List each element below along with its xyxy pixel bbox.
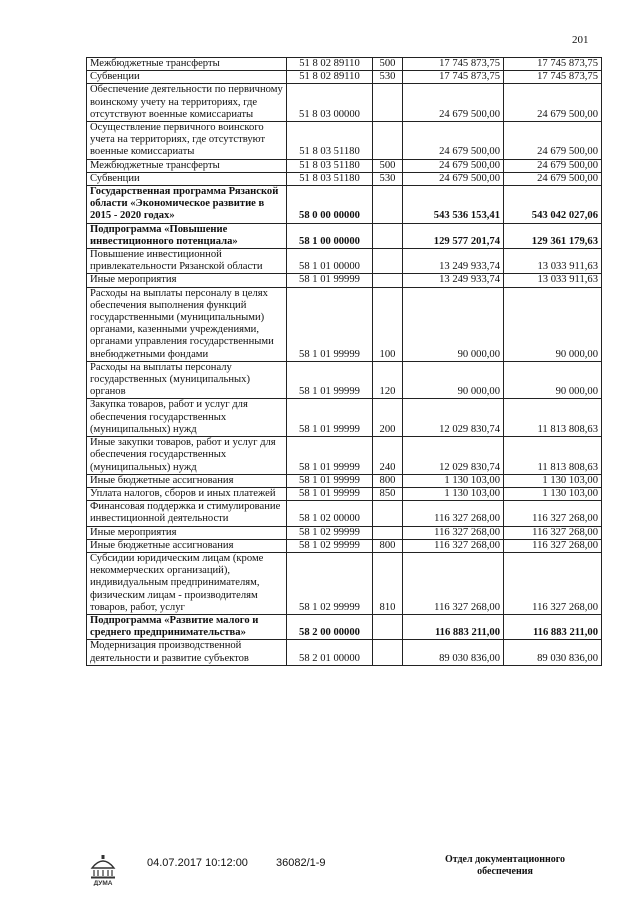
table-row <box>87 552 602 614</box>
footer-department-line2: обеспечения <box>477 866 533 877</box>
row-amount-second-cell: 90 000,00 <box>504 361 602 399</box>
row-expense-type-cell <box>373 640 403 665</box>
row-amount-second-cell: 24 679 500,00 <box>504 159 602 172</box>
row-expense-type-cell: 800 <box>373 539 403 552</box>
row-amount-first-cell: 1 130 103,00 <box>403 487 504 500</box>
row-code-cell: 58 1 01 99999 <box>287 399 373 437</box>
row-expense-type-cell <box>373 249 403 274</box>
row-amount-first-cell: 1 130 103,00 <box>403 474 504 487</box>
table-row <box>87 58 602 71</box>
row-amount-second-cell: 24 679 500,00 <box>504 84 602 122</box>
table-row <box>87 437 602 475</box>
row-amount-first-cell: 90 000,00 <box>403 287 504 361</box>
table-row <box>87 474 602 487</box>
table-row <box>87 274 602 287</box>
row-name-cell: Иные бюджетные ассигнования <box>87 539 287 552</box>
row-name-cell: Повышение инвестиционной привлекательности Рязанской области <box>87 249 287 274</box>
row-amount-second-cell: 17 745 873,75 <box>504 71 602 84</box>
row-code-cell: 58 2 01 00000 <box>287 640 373 665</box>
row-amount-second-cell: 13 033 911,63 <box>504 274 602 287</box>
row-amount-second-cell: 116 327 268,00 <box>504 501 602 526</box>
row-amount-second-cell: 1 130 103,00 <box>504 487 602 500</box>
row-amount-second-cell: 17 745 873,75 <box>504 58 602 71</box>
row-amount-first-cell: 89 030 836,00 <box>403 640 504 665</box>
row-name-cell: Подпрограмма «Повышение инвестиционного потенциала» <box>87 223 287 248</box>
row-expense-type-cell <box>373 122 403 160</box>
row-name-cell: Подпрограмма «Развитие малого и среднего предпринимательства» <box>87 614 287 639</box>
page-footer <box>0 848 640 888</box>
row-amount-second-cell: 24 679 500,00 <box>504 172 602 185</box>
row-amount-first-cell: 12 029 830,74 <box>403 437 504 475</box>
row-expense-type-cell <box>373 614 403 639</box>
footer-document-number: 36082/1-9 <box>276 857 326 869</box>
row-amount-first-cell: 24 679 500,00 <box>403 122 504 160</box>
row-amount-second-cell: 129 361 179,63 <box>504 223 602 248</box>
row-name-cell: Субвенции <box>87 172 287 185</box>
table-row <box>87 71 602 84</box>
row-code-cell: 58 1 02 99999 <box>287 526 373 539</box>
row-name-cell: Субвенции <box>87 71 287 84</box>
row-code-cell: 58 1 01 99999 <box>287 474 373 487</box>
row-amount-first-cell: 17 745 873,75 <box>403 71 504 84</box>
row-code-cell: 58 1 01 99999 <box>287 437 373 475</box>
row-name-cell: Обеспечение деятельности по первичному воинскому учету на территориях, где отсутствуют военные комиссариаты <box>87 84 287 122</box>
row-code-cell: 51 8 03 51180 <box>287 159 373 172</box>
row-amount-first-cell: 17 745 873,75 <box>403 58 504 71</box>
row-amount-second-cell: 543 042 027,06 <box>504 186 602 224</box>
row-amount-second-cell: 116 883 211,00 <box>504 614 602 639</box>
row-expense-type-cell: 200 <box>373 399 403 437</box>
row-expense-type-cell: 800 <box>373 474 403 487</box>
row-expense-type-cell <box>373 84 403 122</box>
row-name-cell: Осуществление первичного воинского учета на территориях, где отсутствуют военные комиссариаты <box>87 122 287 160</box>
table-row <box>87 287 602 361</box>
row-expense-type-cell: 530 <box>373 71 403 84</box>
table-row <box>87 501 602 526</box>
footer-department <box>430 854 580 878</box>
row-expense-type-cell <box>373 223 403 248</box>
row-code-cell: 58 1 02 99999 <box>287 552 373 614</box>
table-row <box>87 399 602 437</box>
row-expense-type-cell <box>373 526 403 539</box>
row-name-cell: Иные бюджетные ассигнования <box>87 474 287 487</box>
row-code-cell: 58 0 00 00000 <box>287 186 373 224</box>
row-code-cell: 58 1 01 00000 <box>287 249 373 274</box>
footer-date: 04.07.2017 10:12:00 <box>147 857 248 869</box>
row-name-cell: Межбюджетные трансферты <box>87 159 287 172</box>
row-code-cell: 58 1 01 99999 <box>287 487 373 500</box>
row-amount-second-cell: 90 000,00 <box>504 287 602 361</box>
row-name-cell: Закупка товаров, работ и услуг для обеспечения государственных (муниципальных) нужд <box>87 399 287 437</box>
row-amount-second-cell: 116 327 268,00 <box>504 552 602 614</box>
row-expense-type-cell: 810 <box>373 552 403 614</box>
row-amount-first-cell: 129 577 201,74 <box>403 223 504 248</box>
row-code-cell: 51 8 03 51180 <box>287 172 373 185</box>
logo-text: ДУМА <box>93 880 113 886</box>
row-code-cell: 58 1 02 00000 <box>287 501 373 526</box>
budget-table-body <box>87 58 602 666</box>
row-code-cell: 58 1 00 00000 <box>287 223 373 248</box>
row-name-cell: Иные мероприятия <box>87 274 287 287</box>
row-amount-second-cell: 11 813 808,63 <box>504 399 602 437</box>
row-amount-first-cell: 116 883 211,00 <box>403 614 504 639</box>
row-amount-first-cell: 116 327 268,00 <box>403 552 504 614</box>
row-amount-first-cell: 116 327 268,00 <box>403 539 504 552</box>
row-amount-second-cell: 89 030 836,00 <box>504 640 602 665</box>
table-row <box>87 526 602 539</box>
row-code-cell: 58 1 01 99999 <box>287 287 373 361</box>
row-name-cell: Расходы на выплаты персоналу государственных (муниципальных) органов <box>87 361 287 399</box>
row-expense-type-cell: 500 <box>373 58 403 71</box>
row-expense-type-cell: 120 <box>373 361 403 399</box>
table-row <box>87 223 602 248</box>
table-row <box>87 487 602 500</box>
table-row <box>87 361 602 399</box>
row-code-cell: 58 1 01 99999 <box>287 361 373 399</box>
row-amount-first-cell: 13 249 933,74 <box>403 249 504 274</box>
row-amount-first-cell: 12 029 830,74 <box>403 399 504 437</box>
row-amount-second-cell: 116 327 268,00 <box>504 526 602 539</box>
row-amount-first-cell: 116 327 268,00 <box>403 526 504 539</box>
row-name-cell: Государственная программа Рязанской области «Экономическое развитие в 2015 - 2020 годах» <box>87 186 287 224</box>
table-row <box>87 186 602 224</box>
row-name-cell: Субсидии юридическим лицам (кроме некоммерческих организаций), индивидуальным предпринимателям, физическим лицам - производителям товаров, работ, услуг <box>87 552 287 614</box>
row-expense-type-cell <box>373 274 403 287</box>
row-amount-first-cell: 13 249 933,74 <box>403 274 504 287</box>
table-row <box>87 172 602 185</box>
row-code-cell: 51 8 02 89110 <box>287 58 373 71</box>
duma-logo <box>88 852 118 886</box>
table-row <box>87 122 602 160</box>
row-expense-type-cell: 850 <box>373 487 403 500</box>
row-amount-second-cell: 13 033 911,63 <box>504 249 602 274</box>
footer-department-line1: Отдел документационного <box>444 854 566 865</box>
row-expense-type-cell: 240 <box>373 437 403 475</box>
row-amount-first-cell: 90 000,00 <box>403 361 504 399</box>
page-number: 201 <box>572 34 589 46</box>
row-expense-type-cell: 500 <box>373 159 403 172</box>
row-amount-second-cell: 24 679 500,00 <box>504 122 602 160</box>
row-code-cell: 51 8 02 89110 <box>287 71 373 84</box>
row-amount-first-cell: 24 679 500,00 <box>403 84 504 122</box>
row-name-cell: Иные мероприятия <box>87 526 287 539</box>
row-code-cell: 51 8 03 00000 <box>287 84 373 122</box>
row-code-cell: 51 8 03 51180 <box>287 122 373 160</box>
row-expense-type-cell <box>373 186 403 224</box>
table-row <box>87 539 602 552</box>
table-row <box>87 614 602 639</box>
row-code-cell: 58 1 02 99999 <box>287 539 373 552</box>
table-row <box>87 84 602 122</box>
row-name-cell: Модернизация производственной деятельности и развитие субъектов <box>87 640 287 665</box>
row-expense-type-cell: 530 <box>373 172 403 185</box>
row-code-cell: 58 2 00 00000 <box>287 614 373 639</box>
row-amount-second-cell: 1 130 103,00 <box>504 474 602 487</box>
row-expense-type-cell <box>373 501 403 526</box>
row-name-cell: Уплата налогов, сборов и иных платежей <box>87 487 287 500</box>
row-amount-first-cell: 116 327 268,00 <box>403 501 504 526</box>
row-name-cell: Иные закупки товаров, работ и услуг для обеспечения государственных (муниципальных) нужд <box>87 437 287 475</box>
table-row <box>87 249 602 274</box>
row-amount-second-cell: 11 813 808,63 <box>504 437 602 475</box>
row-expense-type-cell: 100 <box>373 287 403 361</box>
row-name-cell: Финансовая поддержка и стимулирование инвестиционной деятельности <box>87 501 287 526</box>
row-amount-second-cell: 116 327 268,00 <box>504 539 602 552</box>
row-code-cell: 58 1 01 99999 <box>287 274 373 287</box>
row-amount-first-cell: 543 536 153,41 <box>403 186 504 224</box>
row-amount-first-cell: 24 679 500,00 <box>403 172 504 185</box>
budget-table <box>86 57 602 666</box>
row-name-cell: Расходы на выплаты персоналу в целях обеспечения выполнения функций государственными (муниципальными) органами, казенными учреждениями, органами управления государственными внебюджетными фондами <box>87 287 287 361</box>
table-row <box>87 159 602 172</box>
row-amount-first-cell: 24 679 500,00 <box>403 159 504 172</box>
table-row <box>87 640 602 665</box>
row-name-cell: Межбюджетные трансферты <box>87 58 287 71</box>
